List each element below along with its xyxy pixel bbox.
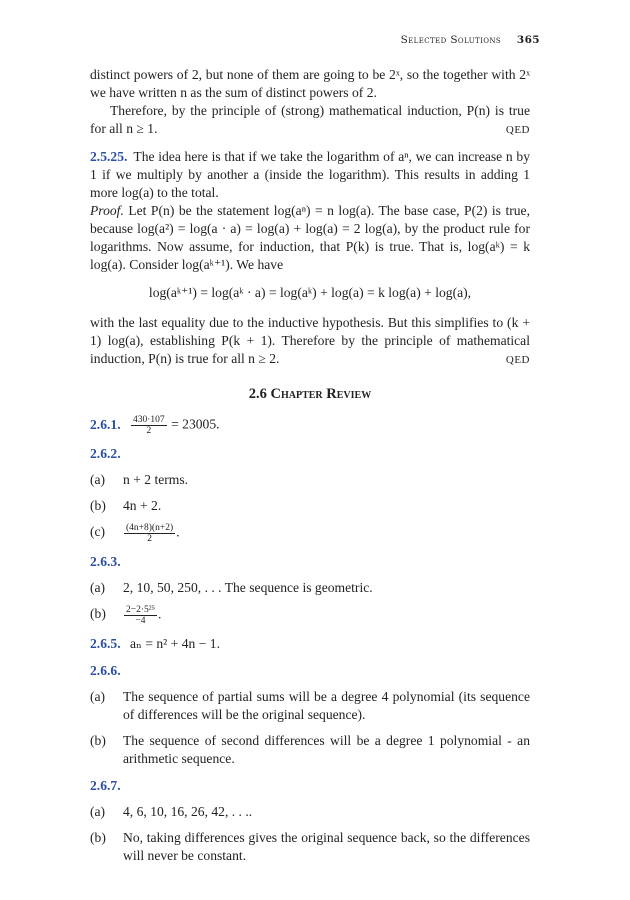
- item-label: (a): [90, 804, 106, 819]
- solution-intro-text: The idea here is that if we take the logarithm of aⁿ, we can increase n by 1 if we multiply by another a (inside the logarithm). This results in adding 1 more log(a) to the total.: [90, 149, 530, 200]
- solution-2-6-2: [90, 445, 530, 544]
- item-text: .: [176, 524, 180, 540]
- fraction: [131, 415, 167, 436]
- solution-text: = 23005.: [171, 416, 220, 432]
- item-text: No, taking differences gives the original sequence back, so the differences will never be constant.: [123, 830, 530, 863]
- item-text: 4n + 2.: [123, 498, 162, 513]
- proof-paragraph: [90, 202, 530, 274]
- item-label: (a): [90, 472, 106, 487]
- solution-number: 2.5.25.: [90, 149, 128, 164]
- solution-intro: [90, 148, 530, 202]
- fraction-denominator: 2: [147, 534, 152, 544]
- paragraph-continuation: distinct powers of 2, but none of them are going to be 2ˣ, so the together with 2ˣ we have written n as the sum of distinct powers of 2.: [90, 67, 530, 100]
- section-title: Chapter Review: [270, 386, 372, 402]
- item-label: (b): [90, 606, 106, 621]
- item-label: (b): [90, 498, 106, 513]
- item-label: (b): [90, 733, 106, 748]
- item-label: (b): [90, 830, 106, 845]
- paragraph-conclusion: [90, 102, 530, 139]
- qed-mark: QED: [505, 354, 530, 366]
- page-number: 365: [516, 34, 540, 46]
- list-item: [90, 803, 530, 821]
- section-heading: [90, 385, 530, 403]
- item-text: 4, 6, 10, 16, 26, 42, . . ..: [123, 804, 253, 819]
- list-item: [90, 579, 530, 597]
- list-item: [90, 605, 530, 626]
- list-item: [90, 732, 530, 768]
- running-head: [401, 34, 540, 46]
- proof-conclusion: [90, 314, 530, 369]
- fraction: [124, 523, 175, 544]
- item-text: The sequence of second differences will be a degree 1 polynomial - an arithmetic sequence.: [123, 733, 530, 766]
- item-label: (a): [90, 689, 106, 704]
- solution-2-6-3: [90, 553, 530, 626]
- fraction-denominator: 2: [146, 426, 152, 436]
- fraction: [124, 605, 157, 626]
- item-text: n + 2 terms.: [123, 472, 189, 487]
- solution-number: 2.6.6.: [90, 663, 121, 678]
- fraction-numerator: 2−2·5²⁵: [126, 605, 155, 615]
- display-equation: log(aᵏ⁺¹) = log(aᵏ · a) = log(aᵏ) + log(a) = k log(a) + log(a),: [148, 285, 472, 300]
- solution-2-5-25: [90, 148, 530, 369]
- item-text: The sequence of partial sums will be a degree 4 polynomial (its sequence of differences will be the original sequence).: [123, 689, 530, 722]
- conclusion-text: Therefore, by the principle of (strong) mathematical induction, P(n) is true for all n ≥ 1.: [90, 103, 530, 136]
- solution-number: 2.6.7.: [90, 778, 121, 793]
- solution-2-6-5: [90, 635, 530, 653]
- proof-conclusion-text: with the last equality due to the inductive hypothesis. But this simplifies to (k + 1) log(a), establishing P(k + 1). Therefore by the principle of mathematical induction, P(n) is true for all n ≥ 2.: [90, 315, 530, 366]
- solution-number: 2.6.2.: [90, 446, 121, 461]
- fraction-denominator: −4: [135, 616, 146, 626]
- qed-mark: QED: [505, 124, 530, 136]
- fraction-numerator: 430·107: [133, 415, 165, 425]
- item-text: .: [157, 606, 162, 622]
- list-item: [90, 471, 530, 489]
- proof-text: Let P(n) be the statement log(aⁿ) = n log(a). The base case, P(2) is true, because log(a²) = log(a · a) = log(a) + log(a) = 2 log(a), by the product rule for logarithms. Now assume, for induction, that P(k) is true. That is, log(aᵏ) = k log(a). Consider log(aᵏ⁺¹). We have: [90, 203, 530, 272]
- item-text: 2, 10, 50, 250, . . . The sequence is geometric.: [123, 580, 373, 595]
- fraction-numerator: (4n+8)(n+2): [126, 523, 174, 533]
- page-content: [90, 66, 530, 865]
- running-head-section: Selected Solutions: [400, 34, 502, 46]
- item-label: (c): [90, 524, 106, 539]
- proof-label: Proof.: [90, 203, 124, 218]
- list-item: [90, 497, 530, 515]
- solution-2-6-6: [90, 662, 530, 768]
- solution-number: 2.6.1.: [90, 416, 121, 432]
- list-item: [90, 829, 530, 865]
- solution-number: 2.6.5.: [90, 636, 121, 651]
- section-number: 2.6: [248, 386, 267, 402]
- list-item: [90, 523, 530, 544]
- solution-2-6-1: [90, 415, 530, 436]
- solution-number: 2.6.3.: [90, 554, 121, 569]
- solution-text: aₙ = n² + 4n − 1.: [130, 636, 220, 651]
- solution-2-6-7: [90, 777, 530, 865]
- item-label: (a): [90, 580, 106, 595]
- list-item: [90, 688, 530, 724]
